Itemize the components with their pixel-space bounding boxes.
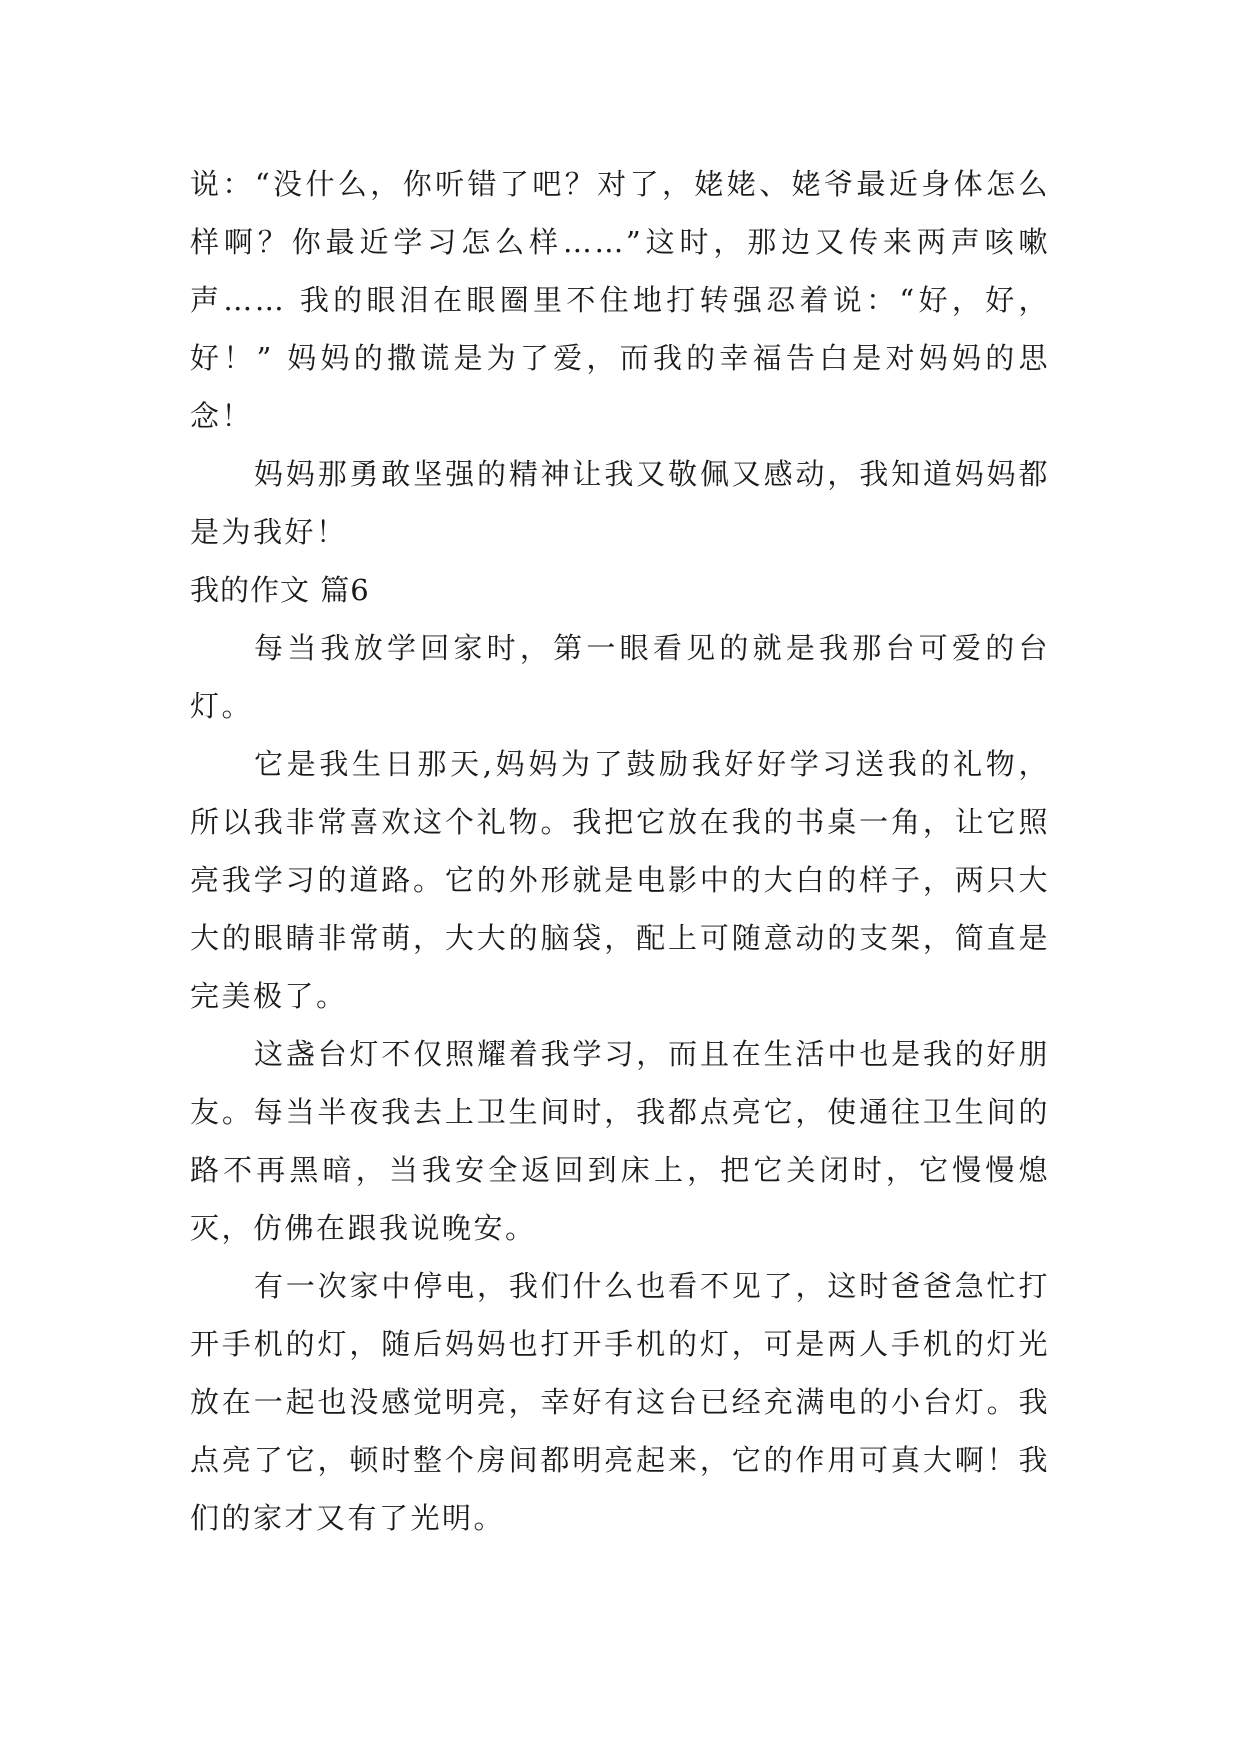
paragraph: 这盏台灯不仅照耀着我学习，而且在生活中也是我的好朋友。每当半夜我去上卫生间时，我都点亮它，使通往卫生间的路不再黑暗，当我安全返回到床上，把它关闭时，它慢慢熄灭，仿佛在跟我说晚安。 (190, 1037, 1050, 1245)
paragraph: 有一次家中停电，我们什么也看不见了，这时爸爸急忙打开手机的灯，随后妈妈也打开手机的灯，可是两人手机的灯光放在一起也没感觉明亮，幸好有这台已经充满电的小台灯。我点亮了它，顿时整个房间都明亮起来，它的作用可真大啊！我们的家才又有了光明。 (190, 1269, 1050, 1535)
section-heading: 我的作文 篇6 (190, 573, 370, 607)
paragraph: 说：“没什么，你听错了吧？对了，姥姥、姥爷最近身体怎么样啊？你最近学习怎么样……”这时，那边又传来两声咳嗽声…… 我的眼泪在眼圈里不住地打转强忍着说：“好，好，好！” 妈妈的撒谎是为了爱，而我的幸福告白是对妈妈的思念！ (190, 167, 1050, 433)
document-body (190, 155, 1050, 1547)
paragraph: 它是我生日那天,妈妈为了鼓励我好好学习送我的礼物，所以我非常喜欢这个礼物。我把它放在我的书桌一角，让它照亮我学习的道路。它的外形就是电影中的大白的样子，两只大大的眼睛非常萌，大大的脑袋，配上可随意动的支架，简直是完美极了。 (190, 747, 1050, 1013)
paragraph: 每当我放学回家时，第一眼看见的就是我那台可爱的台灯。 (190, 631, 1050, 723)
paragraph: 妈妈那勇敢坚强的精神让我又敬佩又感动，我知道妈妈都是为我好！ (190, 457, 1050, 549)
